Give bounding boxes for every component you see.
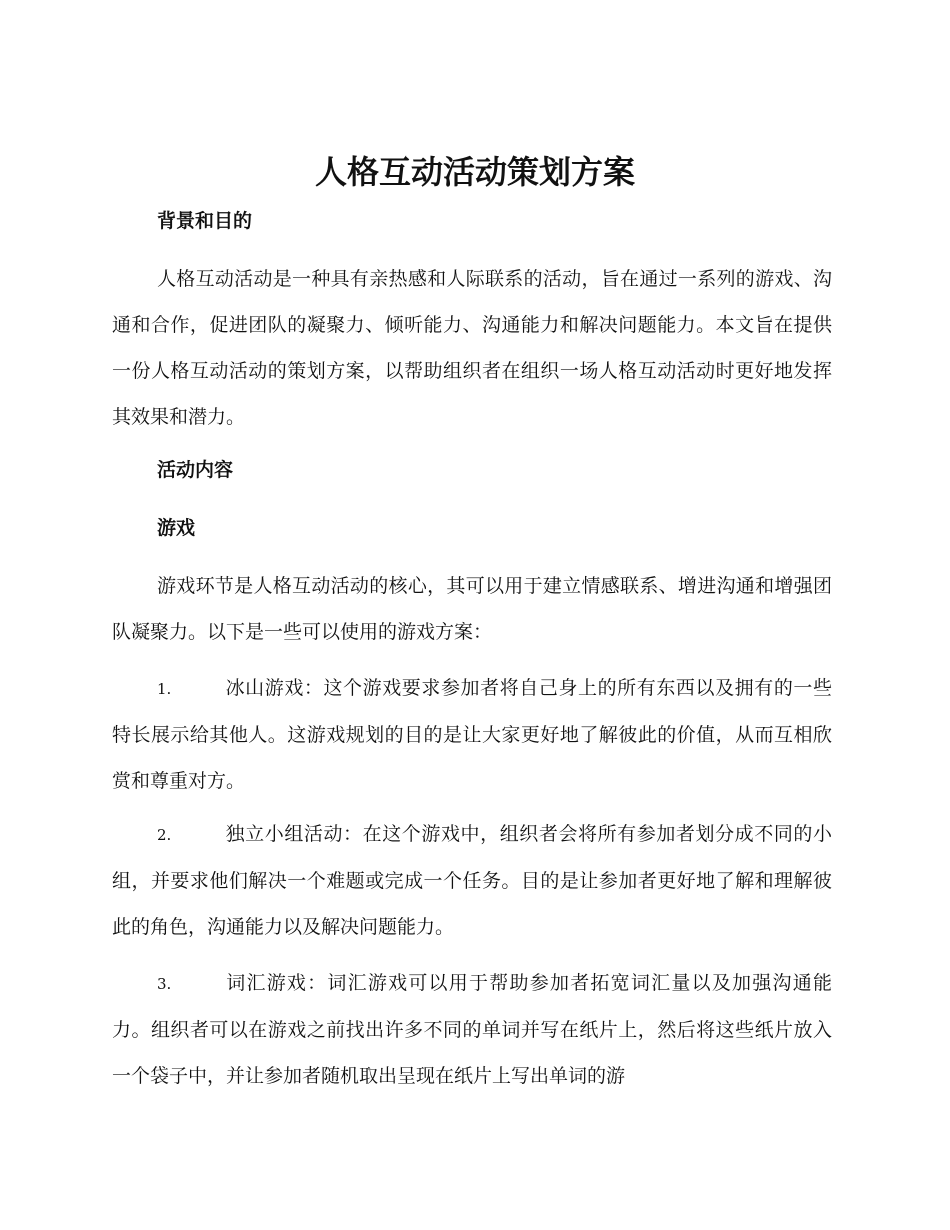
game-list-item — [112, 665, 832, 804]
game-list-item — [112, 960, 832, 1099]
list-number: 1. — [157, 680, 172, 698]
list-item-text: 独立小组活动：在这个游戏中，组织者会将所有参加者划分成不同的小组，并要求他们解决一个难题或完成一个任务。目的是让参加者更好地了解和理解彼此的角色，沟通能力以及解决问题能力。 — [112, 823, 832, 938]
subsection-heading-games: 游戏 — [157, 517, 196, 539]
section-heading-content: 活动内容 — [157, 459, 234, 481]
document-title: 人格互动活动策划方案 — [314, 153, 635, 191]
background-paragraph: 人格互动活动是一种具有亲热感和人际联系的活动，旨在通过一系列的游戏、沟通和合作，促进团队的凝聚力、倾听能力、沟通能力和解决问题能力。本文旨在提供一份人格互动活动的策划方案，以帮助组织者在组织一场人格互动活动时更好地发挥其效果和潜力。 — [112, 268, 832, 428]
list-number: 3. — [157, 975, 172, 993]
section-heading-background: 背景和目的 — [157, 210, 253, 232]
game-list-item — [112, 811, 832, 950]
list-item-text: 词汇游戏：词汇游戏可以用于帮助参加者拓宽词汇量以及加强沟通能力。组织者可以在游戏之前找出许多不同的单词并写在纸片上，然后将这些纸片放入一个袋子中，并让参加者随机取出呈现在纸片上写出单词的游 — [112, 972, 832, 1087]
games-intro-paragraph: 游戏环节是人格互动活动的核心，其可以用于建立情感联系、增进沟通和增强团队凝聚力。以下是一些可以使用的游戏方案： — [112, 575, 832, 643]
list-item-text: 冰山游戏：这个游戏要求参加者将自己身上的所有东西以及拥有的一些特长展示给其他人。这游戏规划的目的是让大家更好地了解彼此的价值，从而互相欣赏和尊重对方。 — [112, 677, 832, 792]
list-number: 2. — [157, 826, 172, 844]
